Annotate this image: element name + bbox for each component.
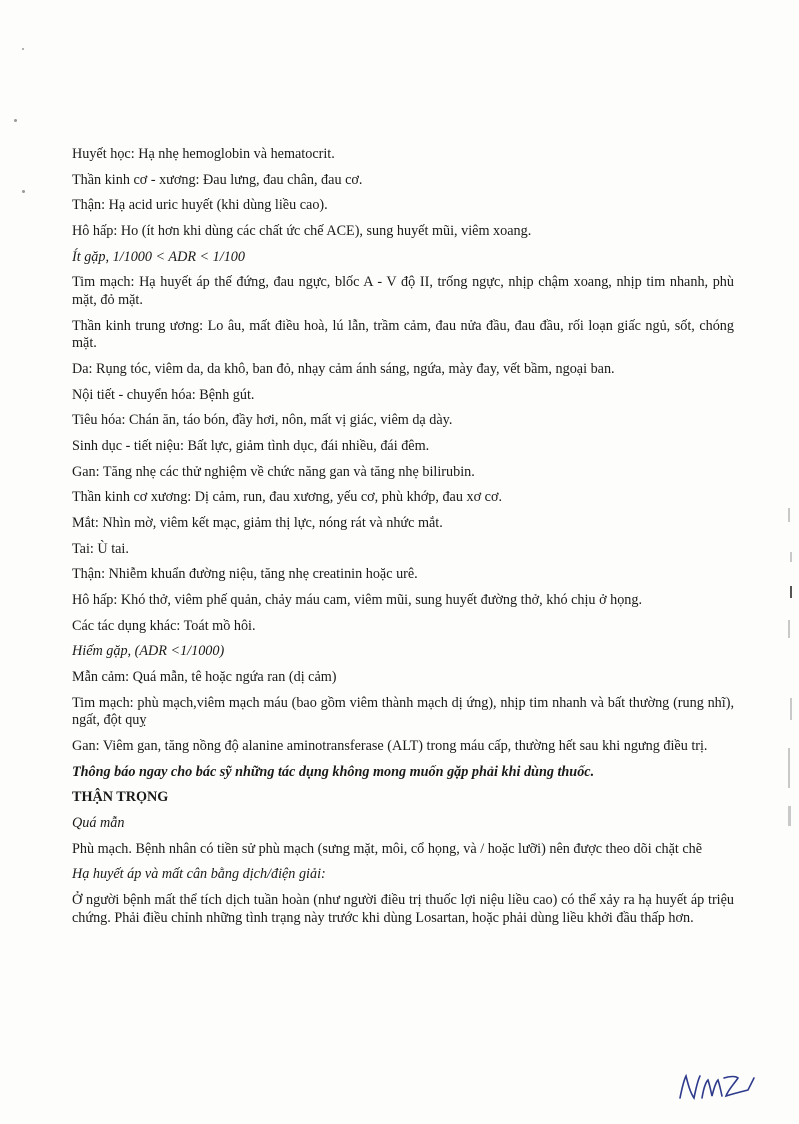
scan-artifact <box>788 508 790 522</box>
paragraph: Da: Rụng tóc, viêm da, da khô, ban đỏ, nhạy cảm ánh sáng, ngứa, mày đay, vết bầm, ngoại ban. <box>72 360 615 377</box>
scan-artifact <box>790 586 792 598</box>
paragraph: Thần kinh cơ xương: Dị cảm, run, đau xương, yếu cơ, phù khớp, đau xơ cơ. <box>72 489 502 506</box>
warning-note: Thông báo ngay cho bác sỹ những tác dụng không mong muốn gặp phải khi dùng thuốc. <box>72 763 595 780</box>
paragraph: Thần kinh cơ - xương: Đau lưng, đau chân, đau cơ. <box>72 171 363 188</box>
paragraph: Thận: Nhiễm khuẩn đường niệu, tăng nhẹ creatinin hoặc urê. <box>72 566 418 583</box>
paragraph: Tai: Ù tai. <box>72 540 129 557</box>
paragraph: Ở người bệnh mất thể tích dịch tuần hoàn (như người điều trị thuốc lợi niệu liều cao) có thể xảy ra hạ huyết áp triệu chứng. Phải điều chỉnh những tình trạng này trước khi dùng Losartan, hoặc phải dùng liều khởi đầu thấp hơn. <box>72 892 734 926</box>
document-body <box>72 146 734 935</box>
scan-speck <box>22 48 24 50</box>
paragraph: Gan: Viêm gan, tăng nồng độ alanine aminotransferase (ALT) trong máu cấp, thường hết sau khi ngưng điều trị. <box>72 737 708 754</box>
paragraph: Mẫn cảm: Quá mẫn, tê hoặc ngứa ran (dị cảm) <box>72 669 337 686</box>
section-subheading: Quá mẫn <box>72 815 125 831</box>
paragraph: Thần kinh trung ương: Lo âu, mất điều hoà, lú lẫn, trầm cảm, đau nửa đầu, đau đầu, rối loạn giấc ngủ, sốt, chóng mặt. <box>72 317 734 352</box>
paragraph: Tiêu hóa: Chán ăn, táo bón, đầy hơi, nôn, mất vị giác, viêm dạ dày. <box>72 412 453 429</box>
scan-speck <box>14 119 17 122</box>
scan-artifact <box>788 748 790 788</box>
paragraph: Sinh dục - tiết niệu: Bất lực, giảm tình dục, đái nhiều, đái đêm. <box>72 437 430 454</box>
scan-artifact <box>788 806 791 826</box>
paragraph: Tim mạch: phù mạch,viêm mạch máu (bao gồm viêm thành mạch dị ứng), nhịp tim nhanh và bất thường (rung nhĩ), ngất, đột quỵ <box>72 694 734 729</box>
paragraph: Hô hấp: Khó thở, viêm phế quản, chảy máu cam, viêm mũi, sung huyết đường thở, khó chịu ở họng. <box>72 592 643 608</box>
section-subheading: Hiếm gặp, (ADR <1/1000) <box>72 643 225 660</box>
paragraph: Hô hấp: Ho (ít hơn khi dùng các chất ức chế ACE), sung huyết mũi, viêm xoang. <box>72 223 532 240</box>
paragraph: Huyết học: Hạ nhẹ hemoglobin và hematocrit. <box>72 146 335 162</box>
paragraph: Tim mạch: Hạ huyết áp thế đứng, đau ngực, blốc A - V độ II, trống ngực, nhịp chậm xoang, nhịp tim nhanh, phù mặt, đỏ mặt. <box>72 274 734 308</box>
scan-speck <box>22 190 25 193</box>
paragraph: Các tác dụng khác: Toát mồ hôi. <box>72 617 256 634</box>
paragraph: Thận: Hạ acid uric huyết (khi dùng liều cao). <box>72 197 328 214</box>
paragraph: Nội tiết - chuyển hóa: Bệnh gút. <box>72 386 255 403</box>
scan-artifact <box>790 552 792 562</box>
scan-artifact <box>788 620 790 638</box>
paragraph: Phù mạch. Bệnh nhân có tiền sử phù mạch (sưng mặt, môi, cổ họng, và / hoặc lưỡi) nên được theo dõi chặt chẽ <box>72 840 703 857</box>
section-subheading: Ít gặp, 1/1000 < ADR < 1/100 <box>72 248 245 265</box>
scan-artifact <box>790 698 792 720</box>
handwritten-initials <box>676 1068 758 1108</box>
paragraph: Mắt: Nhìn mờ, viêm kết mạc, giảm thị lực, nóng rát và nhức mắt. <box>72 514 443 531</box>
section-heading: THẬN TRỌNG <box>72 789 169 806</box>
paragraph: Gan: Tăng nhẹ các thử nghiệm về chức năng gan và tăng nhẹ bilirubin. <box>72 463 475 480</box>
section-subheading: Hạ huyết áp và mất cân bằng dịch/điện giải: <box>72 866 326 883</box>
